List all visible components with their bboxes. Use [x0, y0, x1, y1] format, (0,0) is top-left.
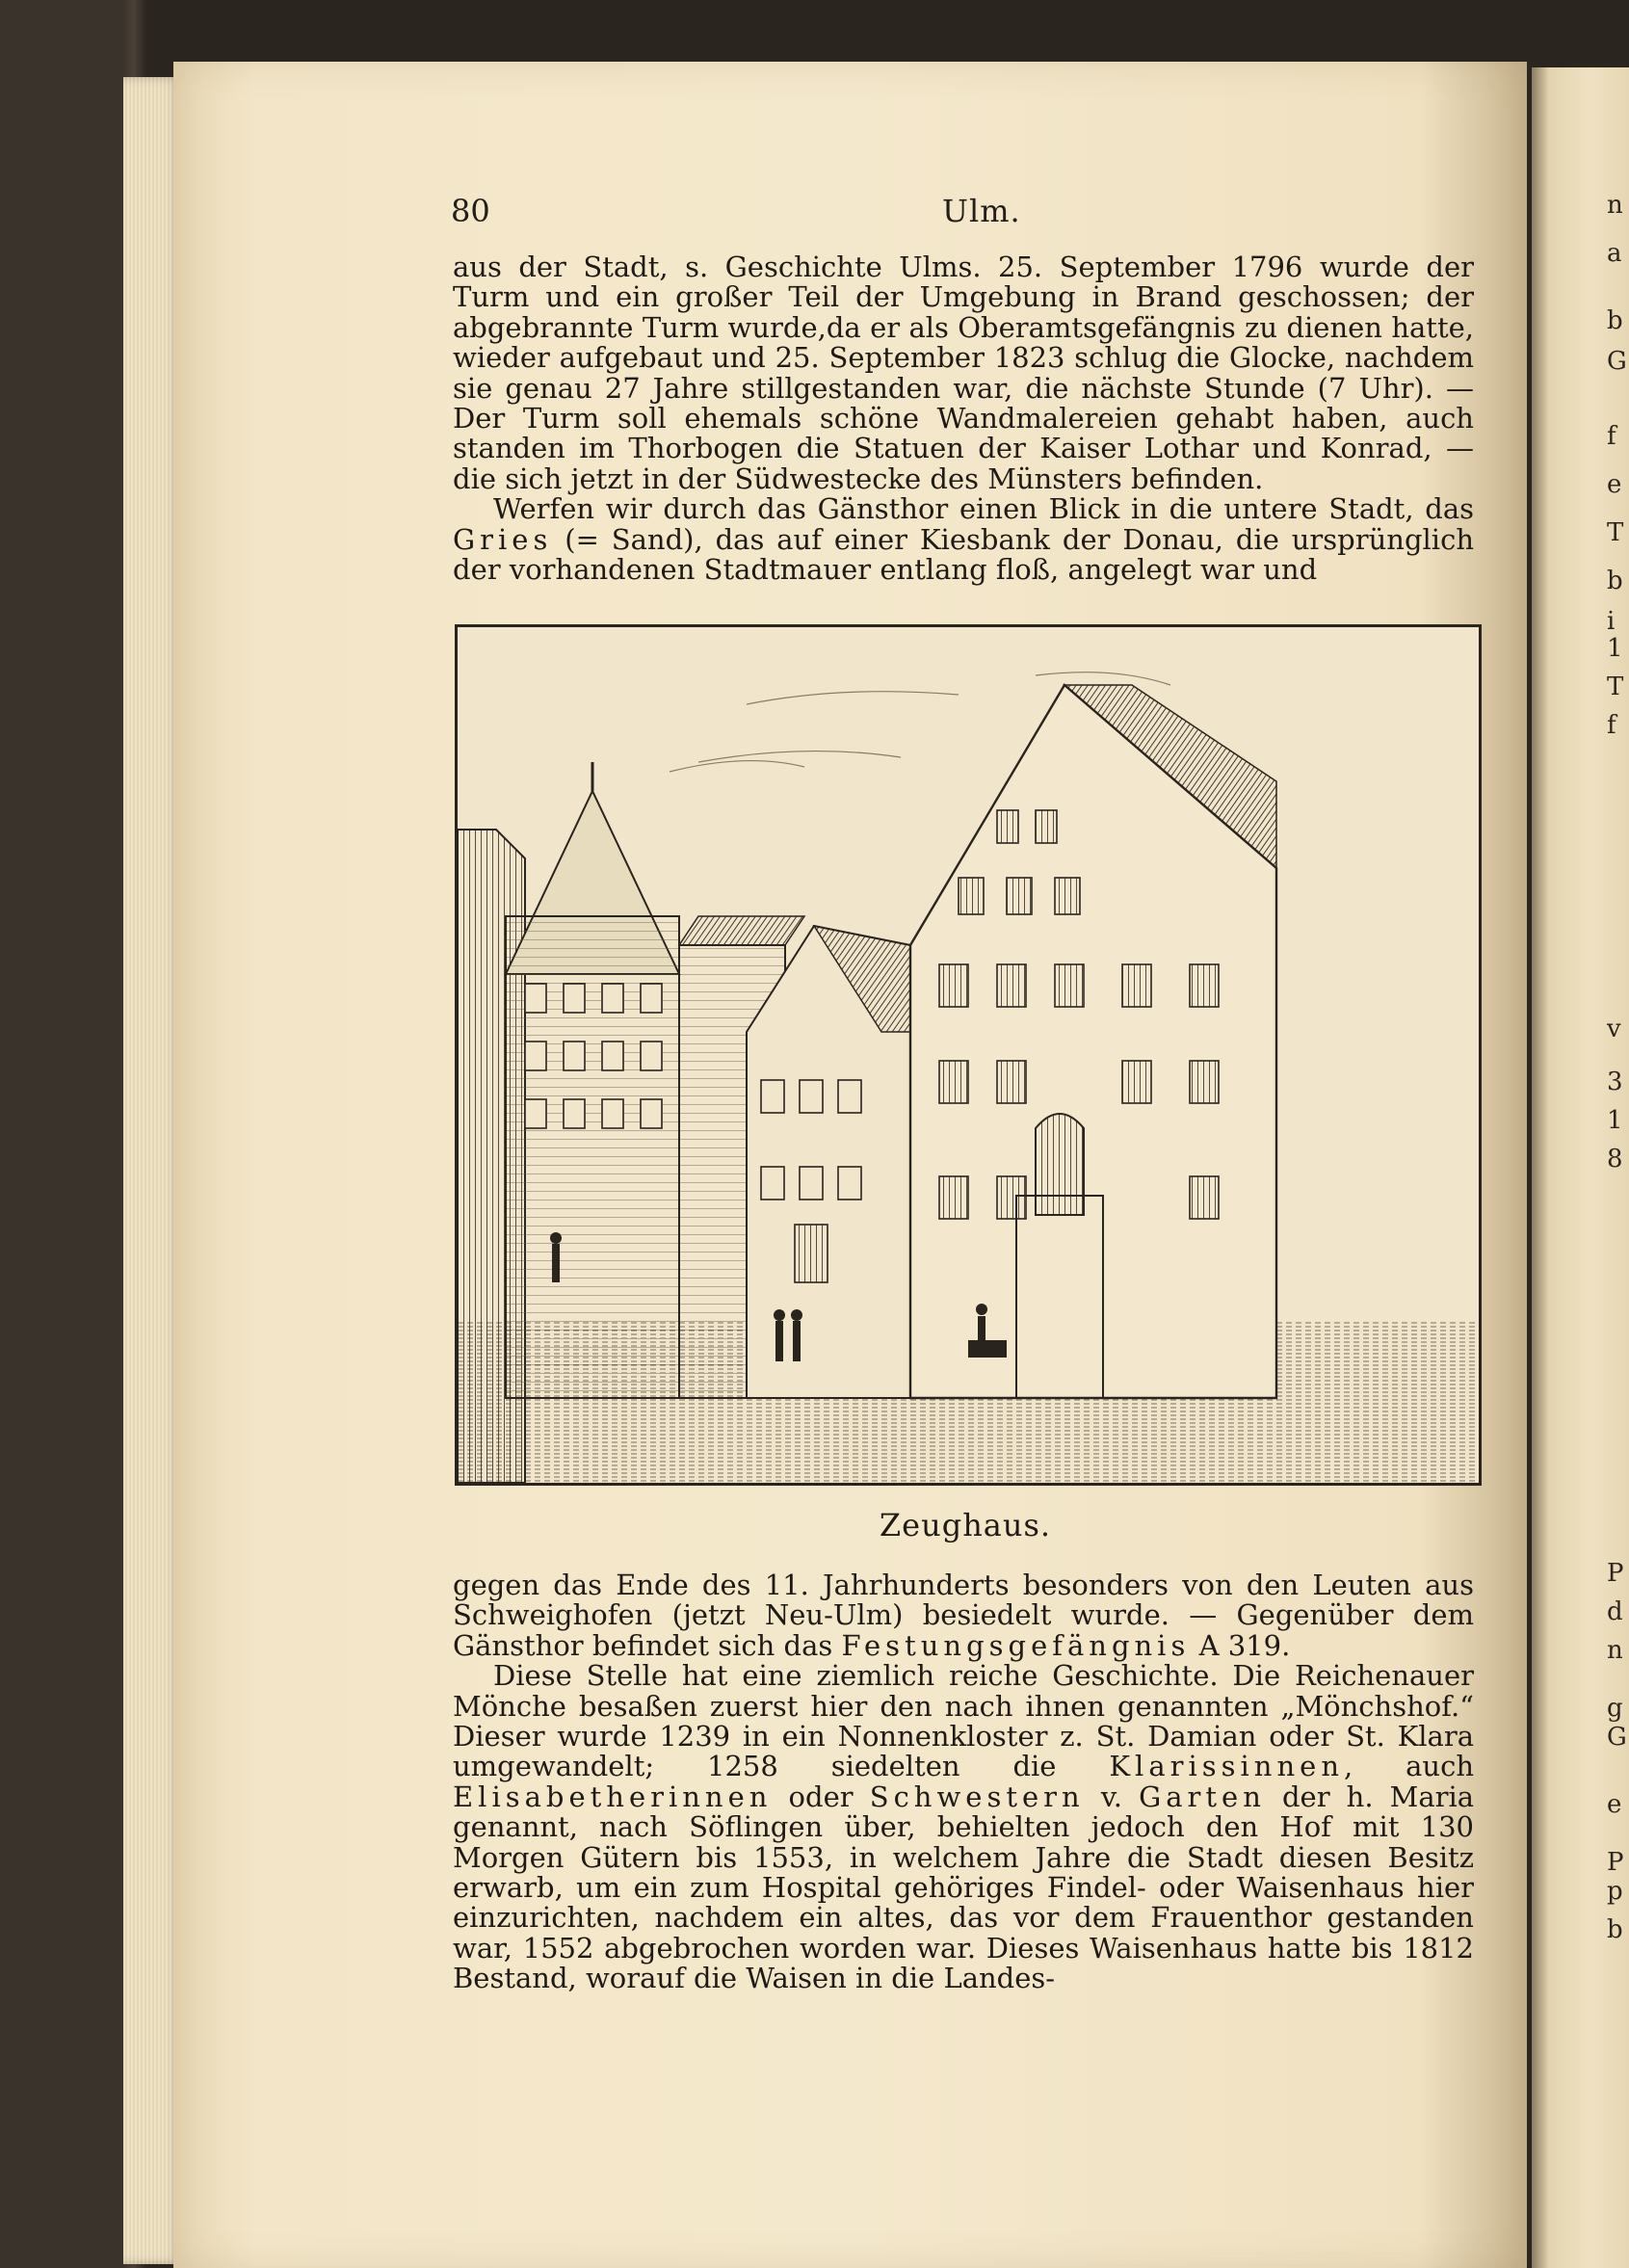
spaced-emphasis: Klarissinnen — [1109, 1750, 1344, 1783]
paragraph: aus der Stadt, s. Geschichte Ulms. 25. September 1796 wurde der Turm und ein großer Teil der Umgebung in Brand geschossen; der abgebrannte Turm wurde,da er als Oberamtsgefängnis zu dienen hatte, wieder aufgebaut und 25. September 1823 schlug die Glocke, nachdem sie genau 27 Jahre stillgestanden war, die nächste Stunde (7 Uhr). — Der Turm soll ehemals schöne Wandmalereien gehabt haben, auch standen im Thorbogen die Statuen der Kaiser Lothar und Konrad, — die sich jetzt in der Südwestecke des Münsters befinden. — [453, 251, 1474, 495]
spaced-emphasis: Garten — [1139, 1780, 1266, 1813]
adjacent-page-letter: b — [1607, 306, 1623, 335]
spaced-emphasis: Festungsgefängnis — [841, 1628, 1191, 1662]
adjacent-page-letter: p — [1607, 1877, 1623, 1906]
text-block-top — [453, 252, 1474, 585]
adjacent-page-letter: b — [1607, 567, 1623, 595]
paragraph: gegen das Ende des 11. Jahrhunderts besonders von den Leuten aus Schweighofen (jetzt Neu-Ulm) besiedelt wurde. — Gegenüber dem Gänsthor befindet sich das Festungsgefängnis A 319. — [453, 1569, 1474, 1662]
adjacent-page-letter: T — [1607, 672, 1624, 701]
spaced-emphasis: Gries — [453, 522, 553, 556]
adjacent-page-letter: G — [1607, 1723, 1627, 1752]
adjacent-page-letter: 1 — [1607, 1106, 1623, 1135]
figure-caption: Zeughaus. — [879, 1507, 1052, 1543]
adjacent-page-letter: 3 — [1607, 1068, 1623, 1096]
engraving-illustration — [455, 624, 1482, 1486]
adjacent-page-letter: e — [1607, 1790, 1622, 1819]
adjacent-page-letter: P — [1607, 1559, 1624, 1588]
adjacent-page-edge — [1532, 67, 1629, 2268]
page-header — [451, 193, 1472, 235]
adjacent-page-letter: v — [1607, 1015, 1621, 1043]
zeughaus-engraving — [458, 627, 1479, 1483]
text-block-bottom — [453, 1570, 1474, 1994]
center-house — [747, 926, 910, 1398]
adjacent-page-letter: 8 — [1607, 1145, 1623, 1174]
adjacent-page-letter: b — [1607, 1915, 1623, 1944]
paragraph: Diese Stelle hat eine ziemlich reiche Geschichte. Die Reichenauer Mönche besaßen zuerst hier den nach ihnen genannten „Mönchshof.“ Dieser wurde 1239 in ein Nonnenkloster z. St. Damian oder St. Klara umgewandelt; 1258 siedelten die Klarissinnen, auch Elisabetherinnen oder Schwestern v. Garten der h. Maria genannt, nach Söflingen über, behielten jedoch den Hof mit 130 Morgen Gütern bis 1553, in welchem Jahre die Stadt diesen Besitz erwarb, um ein zum Hospital gehöriges Findel- oder Waisenhaus hier einzurichten, nachdem ein altes, das vor dem Frauenthor gestanden war, 1552 abgebrochen worden war. Dieses Waisenhaus hatte bis 1812 Bestand, worauf die Waisen in die Landes- — [453, 1659, 1475, 1995]
adjacent-page-letter: e — [1607, 470, 1622, 499]
adjacent-page-letter: g — [1607, 1694, 1623, 1723]
spaced-emphasis: Schwestern — [869, 1780, 1085, 1813]
adjacent-page-letter: i — [1607, 607, 1616, 636]
adjacent-page-letter: f — [1607, 422, 1616, 451]
adjacent-page-letter: f — [1607, 711, 1616, 740]
page-stack-edge — [123, 77, 181, 2264]
page-number: 80 — [451, 193, 490, 229]
paragraph: Werfen wir durch das Gänsthor einen Blick in die untere Stadt, das Gries (= Sand), das auf einer Kiesbank der Donau, die ursprünglich der vorhandenen Stadtmauer entlang floß, angelegt war und — [453, 492, 1474, 587]
adjacent-page-letter: n — [1607, 1636, 1623, 1665]
adjacent-page-letter: n — [1607, 191, 1623, 220]
adjacent-page-letter: T — [1607, 518, 1624, 547]
adjacent-page-letter: P — [1607, 1848, 1624, 1877]
running-title: Ulm. — [942, 193, 1021, 229]
adjacent-page-letter: G — [1607, 347, 1627, 376]
adjacent-page-letter: d — [1607, 1597, 1623, 1626]
adjacent-page-letter: a — [1607, 239, 1622, 268]
spaced-emphasis: Elisabetherinnen — [453, 1780, 773, 1813]
adjacent-page-letter: 1 — [1607, 634, 1623, 663]
